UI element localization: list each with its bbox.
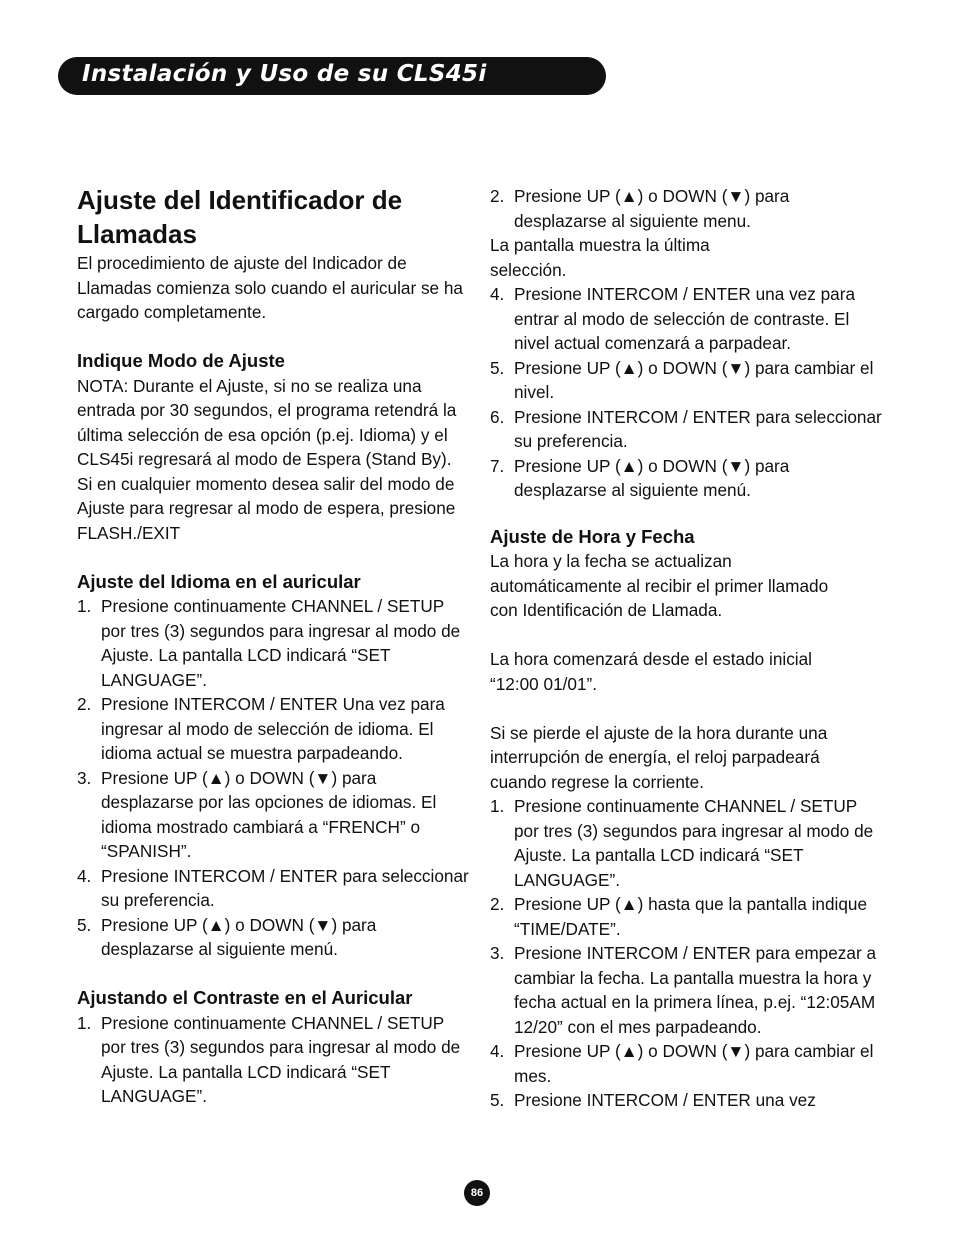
list-item — [490, 1088, 885, 1113]
list-item-number: 5. — [490, 357, 505, 378]
language-heading: Ajuste del Idioma en el auricular — [77, 570, 361, 592]
list-item — [490, 184, 885, 233]
list-item-number: 5. — [77, 914, 92, 935]
list-item-text: Presione UP (▲) o DOWN (▼) para desplazarse al siguiente menú. — [514, 455, 790, 500]
section-banner — [58, 57, 606, 95]
list-item — [77, 864, 469, 913]
list-item-text: Presione continuamente CHANNEL / SETUP por tres (3) segundos para ingresar al modo de Ajuste. La pantalla LCD indicará “SET LANGUAGE”. — [101, 596, 461, 690]
list-item-number: 4. — [490, 284, 505, 304]
time-heading: Ajuste de Hora y Fecha — [490, 525, 695, 547]
list-item — [490, 794, 885, 892]
time-paragraph-2: La hora comenzará desde el estado inicial “12:00 01/01”. — [490, 649, 812, 694]
list-item-number: 2. — [490, 186, 505, 206]
section-title: Instalación y Uso de su CLS45i — [82, 61, 487, 87]
list-item-number: 7. — [490, 455, 505, 476]
list-item-text: Presione continuamente CHANNEL / SETUP por tres (3) segundos para ingresar al modo de Ajuste. La pantalla LCD indicará “SET LANGUAGE”. — [514, 796, 874, 890]
list-item-text: Presione INTERCOM / ENTER una vez para entrar al modo de selección de contraste. El nivel actual comenzará a parpadear. — [514, 284, 855, 353]
list-item-text: Presione UP (▲) o DOWN (▼) para cambiar el nivel. — [514, 357, 874, 402]
list-item-number: 1. — [77, 596, 92, 616]
list-item — [490, 454, 885, 503]
list-item-text: Presione UP (▲) o DOWN (▼) para cambiar el mes. — [514, 1041, 874, 1086]
right-column — [490, 184, 885, 1113]
list-item — [77, 913, 469, 962]
contrast-heading: Ajustando el Contraste en el Auricular — [77, 987, 413, 1008]
language-steps — [77, 594, 469, 962]
list-item-number: 2. — [77, 694, 92, 714]
list-item-text: Presione INTERCOM / ENTER una vez — [514, 1090, 816, 1110]
contrast-note: La pantalla muestra la última selección. — [490, 235, 710, 280]
list-item-number: 3. — [490, 943, 505, 963]
list-item-text: Presione INTERCOM / ENTER para empezar a cambiar la fecha. La pantalla muestra la hora y fecha actual en la primera línea, p.ej. “12:05AM 12/20” con el mes parpadeando. — [514, 943, 877, 1037]
list-item-number: 5. — [490, 1090, 505, 1110]
list-item-text: Presione INTERCOM / ENTER Una vez para ingresar al modo de selección de idioma. El idioma actual se muestra parpadeando. — [101, 694, 445, 763]
list-item — [490, 405, 885, 454]
mode-heading: Indique Modo de Ajuste — [77, 350, 285, 371]
list-item-text: Presione UP (▲) hasta que la pantalla indique “TIME/DATE”. — [514, 894, 868, 939]
list-item — [490, 1039, 885, 1088]
list-item-number: 1. — [490, 796, 505, 816]
list-item-text: Presione UP (▲) o DOWN (▼) para desplazarse por las opciones de idiomas. El idioma mostrado cambiará a “FRENCH” o “SPANISH”. — [101, 767, 437, 861]
list-item-number: 6. — [490, 406, 505, 427]
list-item-text: Presione INTERCOM / ENTER para seleccionar su preferencia. — [101, 865, 469, 910]
intro-paragraph: El procedimiento de ajuste del Indicador de Llamadas comienza solo cuando el auricular se ha cargado completamente. — [77, 253, 463, 322]
list-item — [77, 1011, 469, 1109]
time-steps — [490, 794, 885, 1113]
time-paragraph-3: Si se pierde el ajuste de la hora durante una interrupción de energía, el reloj parpadeará cuando regrese la corriente. — [490, 722, 828, 792]
list-item — [490, 892, 885, 941]
list-item — [490, 356, 885, 405]
contrast-steps — [77, 1011, 469, 1109]
left-column — [77, 183, 469, 1109]
contrast-steps-continued — [490, 184, 885, 233]
list-item-text: Presione continuamente CHANNEL / SETUP por tres (3) segundos para ingresar al modo de Ajuste. La pantalla LCD indicará “SET LANGUAGE”. — [101, 1012, 461, 1106]
list-item-text: Presione INTERCOM / ENTER para seleccionar su preferencia. — [514, 406, 882, 451]
list-item-number: 4. — [77, 865, 92, 886]
list-item — [490, 941, 885, 1039]
list-item — [77, 594, 469, 692]
list-item-number: 4. — [490, 1041, 505, 1061]
list-item-text: Presione UP (▲) o DOWN (▼) para desplazarse al siguiente menu. — [514, 186, 790, 231]
list-item — [490, 282, 885, 356]
list-item-text: Presione UP (▲) o DOWN (▼) para desplazarse al siguiente menú. — [101, 914, 377, 959]
list-item-number: 3. — [77, 767, 92, 788]
list-item-number: 1. — [77, 1012, 92, 1033]
page-number: 86 — [464, 1180, 490, 1206]
page-heading: Ajuste del Identificador de Llamadas — [77, 185, 403, 249]
list-item-number: 2. — [490, 894, 505, 914]
list-item — [77, 692, 469, 766]
list-item — [77, 766, 469, 864]
mode-paragraph: NOTA: Durante el Ajuste, si no se realiza una entrada por 30 segundos, el programa retendrá la última selección de esa opción (p.ej. Idioma) y el CLS45i regresará al modo de Espera (Stand By). Si en cualquier momento desea salir del modo de Ajuste para regresar al modo de espera, presione FLASH./EXIT — [77, 375, 457, 543]
contrast-steps-more — [490, 282, 885, 503]
time-paragraph-1: La hora y la fecha se actualizan automáticamente al recibir el primer llamado con Identificación de Llamada. — [490, 551, 829, 620]
